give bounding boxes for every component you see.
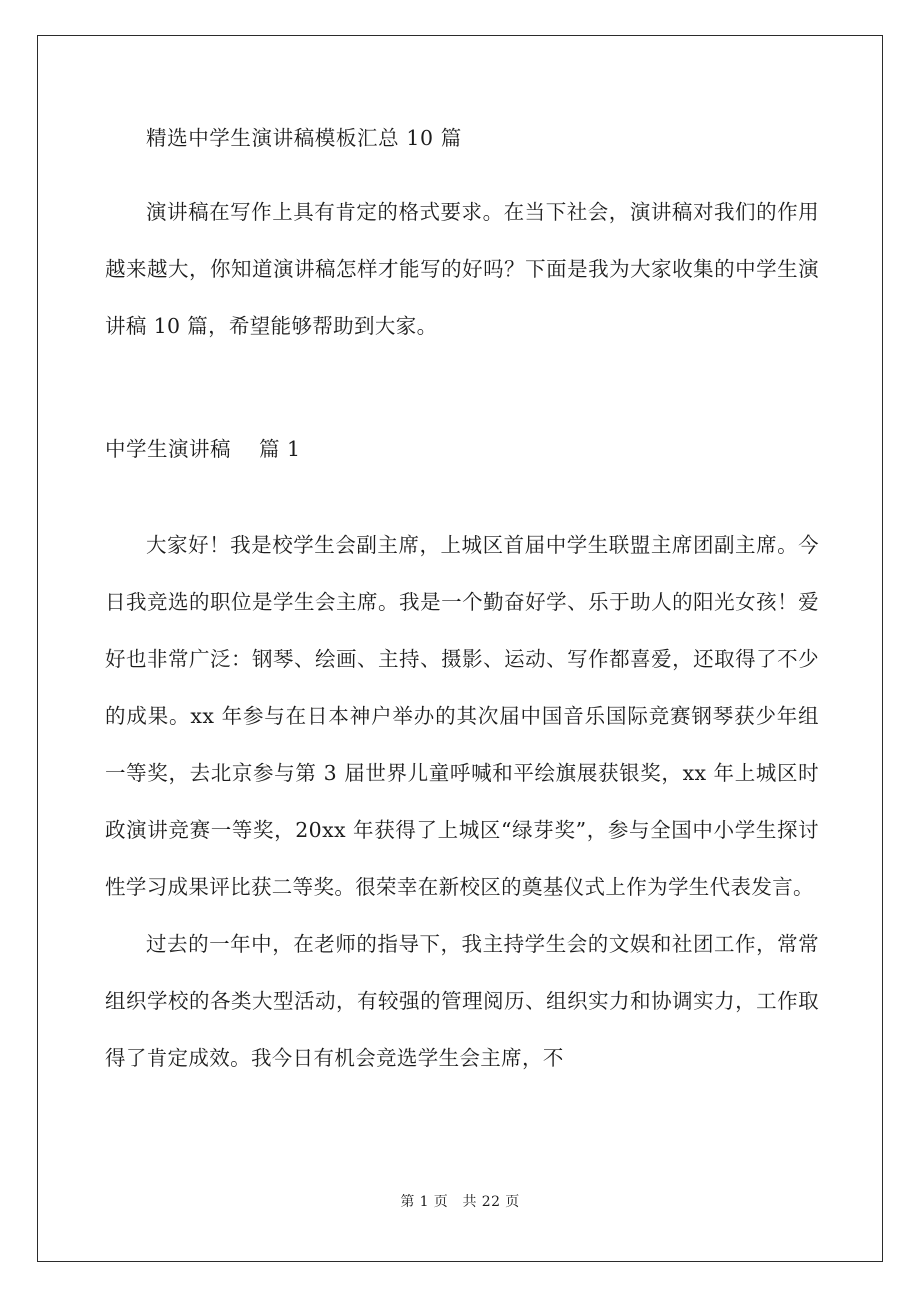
spacer-after-section-heading — [105, 469, 819, 517]
page-title: 精选中学生演讲稿模板汇总 10 篇 — [146, 126, 462, 150]
document-content — [105, 118, 819, 1087]
body-paragraph-1: 大家好！我是校学生会副主席，上城区首届中学生联盟主席团副主席。今日我竞选的职位是学生会主席。我是一个勤奋好学、乐于助人的阳光女孩！爱好也非常广泛：钢琴、绘画、主持、摄影、运动、写作都喜爱，还取得了不少的成果。xx 年参与在日本神户举办的其次届中国音乐国际竞赛钢琴获少年组一等奖，去北京参与第 3 届世界儿童呼喊和平绘旗展获银奖，xx 年上城区时政演讲竞赛一等奖，20xx 年获得了上城区“绿芽奖”，参与全国中小学生探讨性学习成果评比获二等奖。很荣幸在新校区的奠基仪式上作为学生代表发言。 — [105, 533, 819, 899]
spacer-before-section — [105, 355, 819, 429]
spacer-after-title — [105, 166, 819, 184]
intro-paragraph: 演讲稿在写作上具有肯定的格式要求。在当下社会，演讲稿对我们的作用越来越大，你知道演讲稿怎样才能写的好吗？下面是我为大家收集的中学生演讲稿 10 篇，希望能够帮助到大家。 — [105, 200, 819, 338]
body-paragraph-2: 过去的一年中，在老师的指导下，我主持学生会的文娱和社团工作，常常组织学校的各类大型活动，有较强的管理阅历、组织实力和协调实力，工作取得了肯定成效。我今日有机会竞选学生会主席，不 — [105, 932, 819, 1070]
section-heading-1: 中学生演讲稿 篇 1 — [105, 437, 301, 461]
page-footer: 第 1 页 共 22 页 — [400, 1194, 520, 1210]
